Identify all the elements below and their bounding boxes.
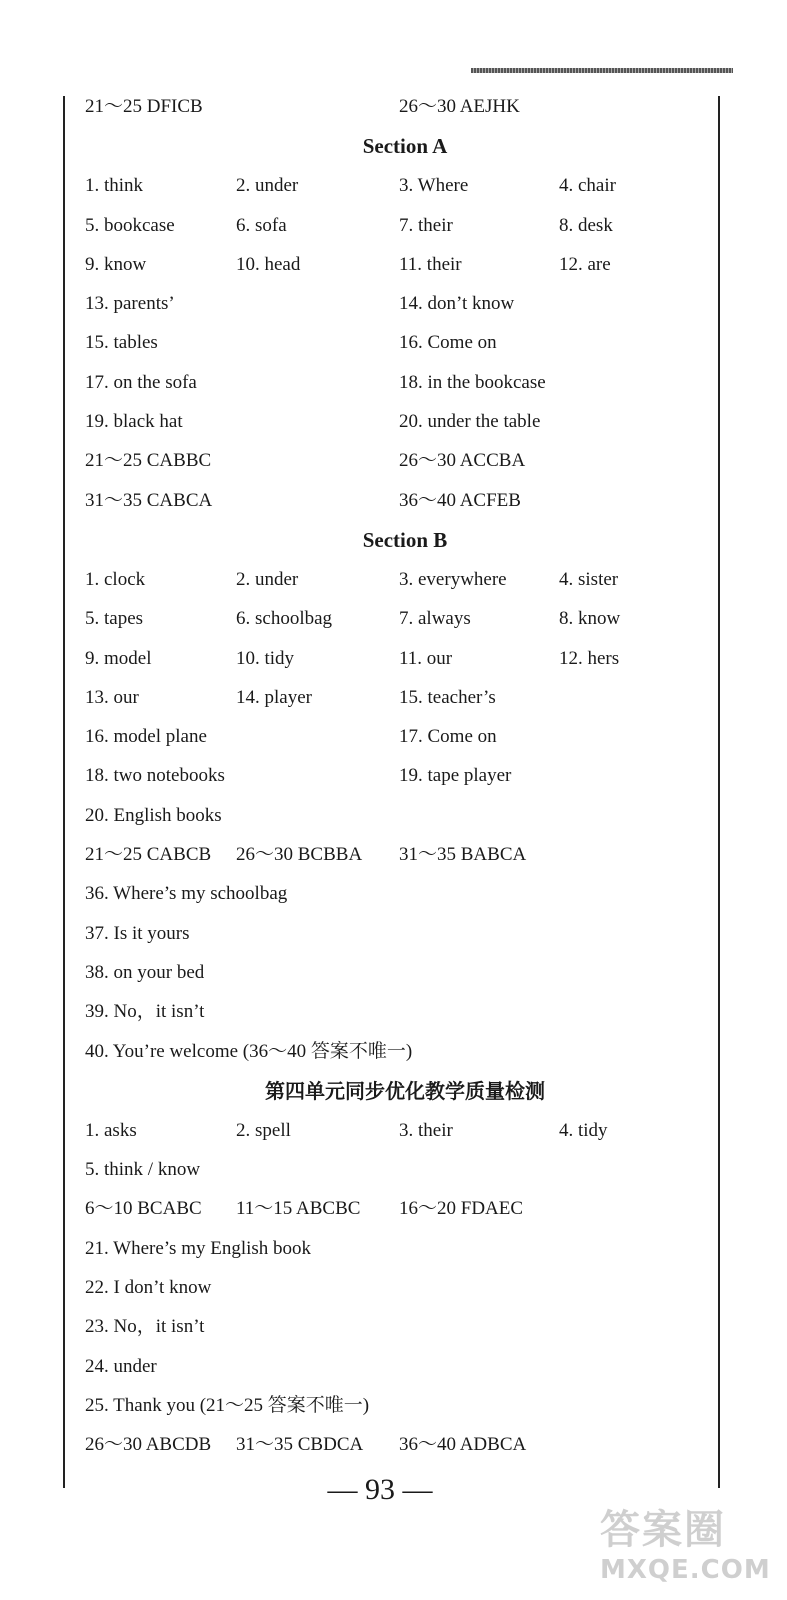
answer-item: 1. clock bbox=[85, 568, 146, 590]
answer-item: 36～40 ADBCA bbox=[399, 1434, 527, 1456]
answer-row bbox=[85, 914, 705, 953]
answer-item: 22. I don’t know bbox=[85, 1277, 212, 1299]
answer-item: 38. on your bed bbox=[85, 961, 205, 983]
section-a-heading: Section A bbox=[362, 134, 448, 159]
answer-item: 26～30 ABCDB bbox=[85, 1434, 212, 1456]
page-number: — 93 — bbox=[327, 1473, 433, 1506]
answer-item: 6. sofa bbox=[236, 214, 287, 236]
answer-item: 15. teacher’s bbox=[399, 686, 496, 708]
answer-item: 31～35 CABCA bbox=[85, 489, 213, 511]
answer-item: 16. model plane bbox=[85, 726, 207, 748]
answer-row bbox=[85, 323, 705, 362]
answer-item: 19. tape player bbox=[399, 765, 512, 787]
answer-row bbox=[85, 363, 705, 402]
answer-item: 6. schoolbag bbox=[236, 608, 333, 630]
answer-item: 26～30 AEJHK bbox=[399, 96, 520, 117]
answer-item: 37. Is it yours bbox=[85, 922, 190, 944]
answer-item: 9. model bbox=[85, 647, 152, 669]
watermark-cn-text: 答案圈 bbox=[600, 1507, 726, 1553]
answer-row bbox=[85, 1111, 705, 1150]
answer-item: 1. think bbox=[85, 175, 144, 197]
answer-item: 15. tables bbox=[85, 332, 158, 354]
answer-item: 25. Thank you (21～25 答案不唯一) bbox=[85, 1394, 370, 1416]
answer-item: 5. think / know bbox=[85, 1159, 201, 1181]
answer-item: 3. everywhere bbox=[399, 568, 507, 590]
answer-row bbox=[85, 756, 705, 795]
answer-row bbox=[85, 1386, 705, 1425]
answer-row bbox=[85, 206, 705, 245]
answer-row bbox=[85, 560, 705, 599]
answer-row bbox=[85, 1189, 705, 1228]
answer-row bbox=[85, 1032, 705, 1071]
answer-item: 14. don’t know bbox=[399, 293, 515, 315]
answer-row bbox=[85, 87, 705, 126]
answer-item: 6～10 BCABC bbox=[85, 1198, 202, 1220]
answer-item: 21～25 CABBC bbox=[85, 450, 212, 472]
answer-row bbox=[85, 599, 705, 638]
answer-row bbox=[85, 481, 705, 520]
answer-item: 1. asks bbox=[85, 1119, 137, 1141]
answer-item: 11. our bbox=[399, 647, 453, 669]
answer-row bbox=[85, 441, 705, 480]
answer-row bbox=[85, 284, 705, 323]
unit-test-heading: 第四单元同步优化教学质量检测 bbox=[265, 1078, 545, 1103]
answer-item: 19. black hat bbox=[85, 411, 183, 433]
answer-item: 2. under bbox=[236, 175, 299, 197]
answer-item: 10. head bbox=[236, 253, 301, 275]
answer-row bbox=[85, 245, 705, 284]
answer-row bbox=[85, 835, 705, 874]
answer-item: 5. tapes bbox=[85, 608, 144, 630]
answer-item: 8. desk bbox=[559, 214, 613, 236]
top-decorative-rule bbox=[471, 68, 733, 73]
answer-item: 21～25 DFICB bbox=[85, 96, 203, 117]
answer-item: 24. under bbox=[85, 1355, 157, 1377]
answer-row bbox=[85, 1229, 705, 1268]
answer-item: 23. No，it isn’t bbox=[85, 1316, 205, 1338]
answer-item: 12. are bbox=[559, 253, 611, 275]
answer-item: 3. Where bbox=[399, 175, 469, 197]
answer-item: 11. their bbox=[399, 253, 462, 275]
answer-item: 17. Come on bbox=[399, 726, 497, 748]
answer-row bbox=[85, 1150, 705, 1189]
answer-item: 31～35 BABCA bbox=[399, 844, 527, 866]
answer-row bbox=[85, 1268, 705, 1307]
answer-key-content bbox=[85, 87, 705, 1465]
answer-item: 16～20 FDAEC bbox=[399, 1198, 524, 1220]
answer-row bbox=[85, 678, 705, 717]
answer-item: 13. parents’ bbox=[85, 293, 175, 315]
answer-item: 8. know bbox=[559, 608, 621, 630]
answer-item: 2. under bbox=[236, 568, 299, 590]
answer-item: 3. their bbox=[399, 1119, 453, 1141]
answer-row bbox=[85, 874, 705, 913]
answer-item: 40. You’re welcome (36～40 答案不唯一) bbox=[85, 1040, 413, 1062]
answer-item: 4. chair bbox=[559, 175, 616, 197]
answer-row bbox=[85, 953, 705, 992]
answer-item: 4. tidy bbox=[559, 1119, 608, 1141]
answer-item: 14. player bbox=[236, 686, 312, 708]
answer-item: 5. bookcase bbox=[85, 214, 175, 236]
answer-item: 20. under the table bbox=[399, 411, 541, 433]
answer-item: 17. on the sofa bbox=[85, 371, 197, 393]
answer-row bbox=[85, 1347, 705, 1386]
answer-row bbox=[85, 166, 705, 205]
answer-item: 21～25 CABCB bbox=[85, 844, 212, 866]
answer-item: 4. sister bbox=[559, 568, 619, 590]
answer-row bbox=[85, 796, 705, 835]
answer-item: 11～15 ABCBC bbox=[236, 1198, 361, 1220]
answer-row bbox=[85, 992, 705, 1031]
answer-item: 12. hers bbox=[559, 647, 620, 669]
answer-item: 7. always bbox=[399, 608, 471, 630]
answer-item: 26～30 ACCBA bbox=[399, 450, 526, 472]
answer-item: 26～30 BCBBA bbox=[236, 844, 363, 866]
answer-item: 16. Come on bbox=[399, 332, 497, 354]
answer-item: 18. two notebooks bbox=[85, 765, 225, 787]
answer-row bbox=[85, 717, 705, 756]
left-margin-line bbox=[63, 96, 65, 1488]
answer-item: 10. tidy bbox=[236, 647, 295, 669]
answer-item: 36～40 ACFEB bbox=[399, 489, 521, 511]
answer-item: 7. their bbox=[399, 214, 453, 236]
answer-row bbox=[85, 1307, 705, 1346]
answer-item: 13. our bbox=[85, 686, 139, 708]
answer-item: 21. Where’s my English book bbox=[85, 1237, 312, 1259]
watermark-en-text: MXQE.COM bbox=[600, 1555, 771, 1585]
answer-item: 20. English books bbox=[85, 804, 222, 826]
answer-row bbox=[85, 639, 705, 678]
answer-item: 39. No，it isn’t bbox=[85, 1001, 205, 1023]
section-b-heading: Section B bbox=[362, 527, 448, 552]
right-margin-line bbox=[718, 96, 720, 1488]
answer-row bbox=[85, 1425, 705, 1464]
watermark-logo bbox=[600, 1505, 780, 1595]
answer-item: 36. Where’s my schoolbag bbox=[85, 883, 288, 905]
answer-item: 31～35 CBDCA bbox=[236, 1434, 364, 1456]
answer-item: 2. spell bbox=[236, 1119, 291, 1141]
answer-item: 9. know bbox=[85, 253, 147, 275]
answer-row bbox=[85, 402, 705, 441]
answer-item: 18. in the bookcase bbox=[399, 371, 546, 393]
